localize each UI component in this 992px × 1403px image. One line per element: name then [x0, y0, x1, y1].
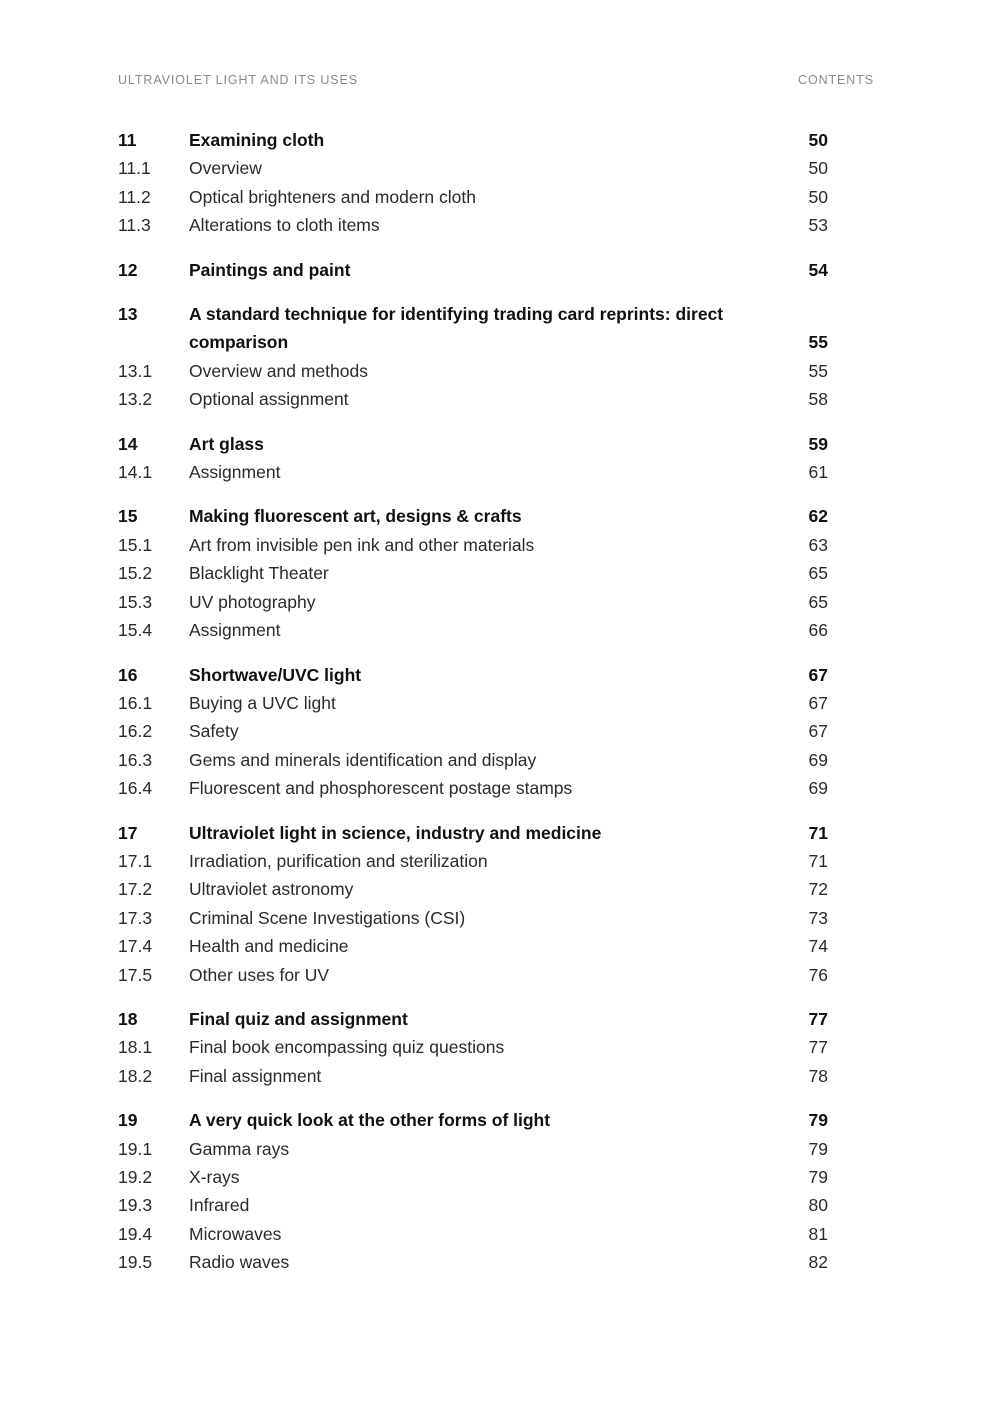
- page-number: 76: [808, 964, 828, 985]
- toc-section-entry[interactable]: [118, 458, 828, 486]
- page-number: 50: [808, 130, 828, 150]
- page-number: 66: [808, 620, 828, 641]
- page-number: 67: [808, 721, 828, 742]
- section-title: X-rays: [189, 1167, 240, 1187]
- section-number: 13.2: [118, 389, 153, 410]
- toc-chapter-entry[interactable]: [118, 126, 828, 154]
- toc-section-entry[interactable]: [118, 746, 828, 774]
- page-number: 59: [808, 433, 828, 454]
- page-number: 67: [808, 664, 828, 685]
- toc-chapter-entry[interactable]: [118, 1005, 828, 1033]
- page-number: 61: [808, 462, 828, 483]
- section-number: 16.2: [118, 721, 153, 742]
- table-of-contents: [118, 126, 828, 1293]
- toc-section-entry[interactable]: [118, 183, 828, 211]
- toc-section-entry[interactable]: [118, 154, 828, 182]
- toc-section-entry[interactable]: [118, 616, 828, 644]
- chapter-title: Final quiz and assignment: [189, 1008, 408, 1029]
- section-title: Radio waves: [189, 1252, 290, 1273]
- section-number: 13.1: [118, 360, 153, 381]
- section-number: 17.3: [118, 907, 153, 928]
- section-title: Fluorescent and phosphorescent postage stamps: [189, 778, 573, 799]
- page-number: 79: [808, 1138, 828, 1159]
- page-number: 53: [808, 215, 828, 236]
- section-title: Overview: [189, 158, 262, 179]
- section-title: Ultraviolet astronomy: [189, 879, 354, 900]
- section-number: 17.4: [118, 936, 153, 957]
- page-number: 79: [808, 1167, 828, 1187]
- toc-section-entry[interactable]: [118, 1248, 828, 1276]
- toc-chapter-entry[interactable]: [118, 661, 828, 689]
- toc-section-entry[interactable]: [118, 357, 828, 385]
- toc-section-entry[interactable]: [118, 847, 828, 875]
- toc-section-entry[interactable]: [118, 1191, 828, 1219]
- page-number: 63: [808, 534, 828, 555]
- toc-chapter-entry[interactable]: [118, 502, 828, 530]
- page-number: 79: [808, 1110, 828, 1131]
- section-number: 19.5: [118, 1252, 153, 1273]
- toc-chapter-11: [118, 126, 828, 240]
- section-number: 19.1: [118, 1138, 153, 1159]
- section-number: 15.1: [118, 534, 153, 555]
- section-title: Art from invisible pen ink and other materials: [189, 534, 535, 555]
- section-title: Irradiation, purification and sterilization: [189, 850, 488, 871]
- section-title: Infrared: [189, 1195, 250, 1216]
- toc-section-entry[interactable]: [118, 531, 828, 559]
- page-number: 81: [808, 1223, 828, 1244]
- section-title: Safety: [189, 721, 239, 742]
- chapter-title: Paintings and paint: [189, 259, 351, 280]
- page-number: 50: [808, 186, 828, 207]
- toc-chapter-17: [118, 819, 828, 989]
- chapter-title-line-1: A standard technique for identifying trading card reprints: direct: [189, 304, 724, 325]
- section-title: Final assignment: [189, 1065, 322, 1086]
- toc-section-entry[interactable]: [118, 1062, 828, 1090]
- page-number: 65: [808, 563, 828, 584]
- chapter-title-line-2: comparison: [189, 332, 289, 353]
- page-number: 69: [808, 778, 828, 799]
- book-title: ULTRAVIOLET LIGHT AND ITS USES: [118, 73, 359, 87]
- section-number: 11.3: [118, 215, 151, 236]
- toc-section-entry[interactable]: [118, 717, 828, 745]
- section-number: 16.4: [118, 778, 153, 799]
- toc-chapter-14: [118, 430, 828, 487]
- chapter-number: 12: [118, 259, 138, 280]
- page-number: 71: [808, 822, 828, 843]
- section-title: Overview and methods: [189, 360, 368, 381]
- page-number: 50: [808, 158, 828, 179]
- section-title: Final book encompassing quiz questions: [189, 1037, 505, 1058]
- section-title: Health and medicine: [189, 936, 349, 957]
- section-title: Gamma rays: [189, 1138, 290, 1159]
- page-number: 77: [808, 1037, 828, 1058]
- section-number: 14.1: [118, 462, 153, 483]
- chapter-title: Ultraviolet light in science, industry and medicine: [189, 822, 602, 843]
- page-number: 73: [808, 907, 828, 928]
- section-number: 18.1: [118, 1037, 153, 1058]
- toc-chapter-entry[interactable]: [118, 1106, 828, 1134]
- toc-chapter-13: [118, 300, 828, 414]
- page-number: 78: [808, 1065, 828, 1086]
- section-number: 15.4: [118, 620, 153, 641]
- section-title: Buying a UVC light: [189, 692, 336, 713]
- chapter-number: 11: [118, 130, 137, 150]
- section-number: 19.2: [118, 1167, 153, 1187]
- toc-section-entry[interactable]: [118, 932, 828, 960]
- chapter-title: [189, 300, 778, 357]
- chapter-title: Art glass: [189, 433, 264, 454]
- section-title: Criminal Scene Investigations (CSI): [189, 907, 466, 928]
- section-number: 15.3: [118, 591, 153, 612]
- toc-chapter-entry[interactable]: [118, 819, 828, 847]
- chapter-title: A very quick look at the other forms of light: [189, 1110, 551, 1131]
- section-label: CONTENTS: [798, 73, 874, 87]
- page-number: 67: [808, 692, 828, 713]
- page-number: 55: [808, 360, 828, 381]
- section-number: 19.3: [118, 1195, 153, 1216]
- chapter-number: 14: [118, 433, 138, 454]
- page-number: 65: [808, 591, 828, 612]
- section-title: Other uses for UV: [189, 964, 330, 985]
- toc-chapter-19: [118, 1106, 828, 1276]
- toc-section-entry[interactable]: [118, 1220, 828, 1248]
- toc-chapter-entry[interactable]: [118, 430, 828, 458]
- section-number: 17.2: [118, 879, 153, 900]
- section-number: 16.3: [118, 749, 153, 770]
- page-number: 62: [808, 506, 828, 527]
- toc-section-entry[interactable]: [118, 689, 828, 717]
- toc-section-entry[interactable]: [118, 875, 828, 903]
- chapter-title: Shortwave/UVC light: [189, 664, 362, 685]
- section-number: 17.5: [118, 964, 153, 985]
- toc-section-entry[interactable]: [118, 774, 828, 802]
- section-title: Microwaves: [189, 1223, 282, 1244]
- section-number: 17.1: [118, 850, 153, 871]
- chapter-number: 13: [118, 304, 138, 325]
- chapter-number: 17: [118, 822, 138, 843]
- chapter-number: 15: [118, 506, 138, 527]
- toc-section-entry[interactable]: [118, 211, 828, 239]
- toc-chapter-16: [118, 661, 828, 803]
- section-number: 11.2: [118, 186, 151, 207]
- toc-chapter-12: [118, 256, 828, 284]
- section-title: UV photography: [189, 591, 316, 612]
- toc-section-entry[interactable]: [118, 904, 828, 932]
- page-number: 71: [808, 850, 828, 871]
- page-number: 72: [808, 879, 828, 900]
- section-number: 11.1: [118, 158, 151, 179]
- page-number: 77: [808, 1008, 828, 1029]
- page-number: 54: [808, 259, 828, 280]
- section-title: Optical brighteners and modern cloth: [189, 186, 476, 207]
- chapter-number: 19: [118, 1110, 138, 1131]
- page-number: 74: [808, 936, 828, 957]
- toc-section-entry[interactable]: [118, 1135, 828, 1163]
- page-number: 69: [808, 749, 828, 770]
- toc-section-entry[interactable]: [118, 559, 828, 587]
- running-header: [118, 73, 874, 89]
- section-title: Blacklight Theater: [189, 563, 329, 584]
- page-number: 55: [808, 332, 828, 353]
- chapter-title: Making fluorescent art, designs & crafts: [189, 506, 522, 527]
- toc-chapter-15: [118, 502, 828, 644]
- toc-section-entry[interactable]: [118, 588, 828, 616]
- toc-section-entry[interactable]: [118, 1033, 828, 1061]
- section-title: Assignment: [189, 620, 281, 641]
- section-number: 16.1: [118, 692, 153, 713]
- section-title: Alterations to cloth items: [189, 215, 380, 236]
- section-number: 15.2: [118, 563, 153, 584]
- section-title: Optional assignment: [189, 389, 349, 410]
- toc-section-entry[interactable]: [118, 1163, 828, 1191]
- chapter-number: 18: [118, 1008, 138, 1029]
- toc-chapter-entry[interactable]: [118, 300, 828, 357]
- chapter-number: 16: [118, 664, 138, 685]
- page-number: 82: [808, 1252, 828, 1273]
- toc-section-entry[interactable]: [118, 385, 828, 413]
- section-title: Assignment: [189, 462, 281, 483]
- section-number: 18.2: [118, 1065, 153, 1086]
- chapter-title: Examining cloth: [189, 130, 325, 150]
- page-number: 80: [808, 1195, 828, 1216]
- page-number: 58: [808, 389, 828, 410]
- section-number: 19.4: [118, 1223, 153, 1244]
- toc-chapter-18: [118, 1005, 828, 1090]
- section-title: Gems and minerals identification and display: [189, 749, 537, 770]
- toc-section-entry[interactable]: [118, 961, 828, 989]
- toc-chapter-entry[interactable]: [118, 256, 828, 284]
